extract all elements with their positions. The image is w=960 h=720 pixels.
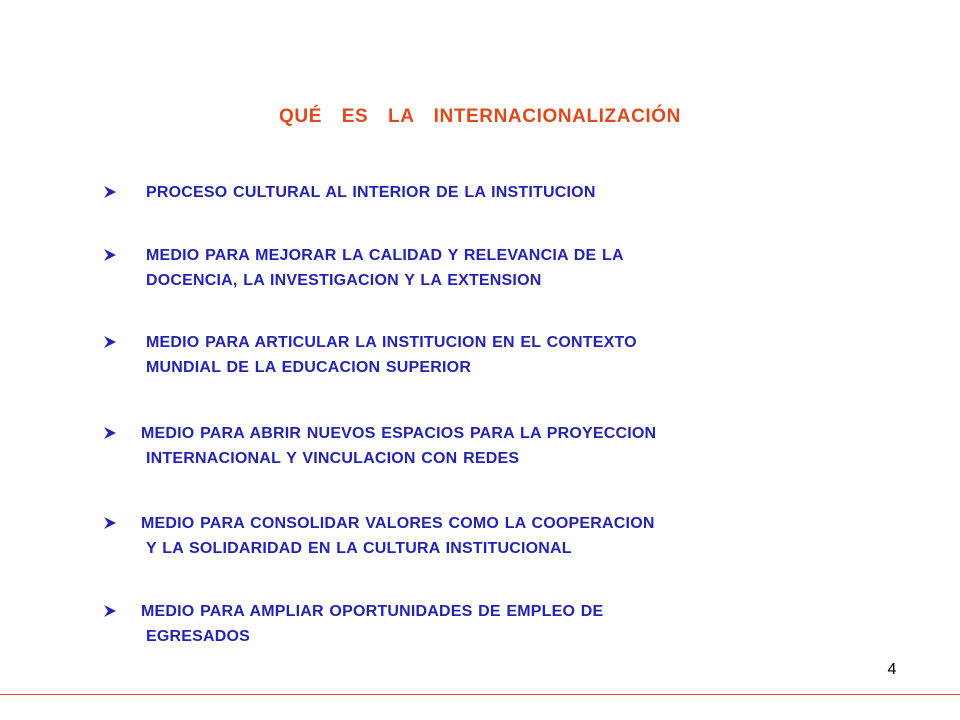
bullet-line-1: MEDIO PARA ABRIR NUEVOS ESPACIOS PARA LA PROYECCION [141, 425, 657, 442]
arrowhead-bullet-icon [103, 185, 117, 199]
page-number: 4 [887, 661, 897, 678]
bullet-line-2: EGRESADOS [146, 628, 251, 645]
bullet-line-1: MEDIO PARA ARTICULAR LA INSTITUCION EN EL CONTEXTO [146, 334, 637, 351]
bullet-line-2: MUNDIAL DE LA EDUCACION SUPERIOR [146, 359, 472, 376]
bullet-line-1: MEDIO PARA MEJORAR LA CALIDAD Y RELEVANCIA DE LA [146, 247, 624, 264]
arrowhead-bullet-icon [103, 426, 117, 440]
arrowhead-bullet-icon [103, 248, 117, 262]
bullet-line-1: MEDIO PARA CONSOLIDAR VALORES COMO LA COOPERACION [141, 515, 655, 532]
bullet-line-1: MEDIO PARA AMPLIAR OPORTUNIDADES DE EMPLEO DE [141, 603, 604, 620]
arrowhead-bullet-icon [103, 335, 117, 349]
bullet-line-2: Y LA SOLIDARIDAD EN LA CULTURA INSTITUCIONAL [146, 540, 572, 557]
slide-title: QUÉ ES LA INTERNACIONALIZACIÓN [279, 106, 681, 127]
bullet-line-1: PROCESO CULTURAL AL INTERIOR DE LA INSTITUCION [146, 184, 596, 201]
arrowhead-bullet-icon [103, 516, 117, 530]
footer-divider [0, 694, 960, 695]
arrowhead-bullet-icon [103, 604, 117, 618]
bullet-line-2: DOCENCIA, LA INVESTIGACION Y LA EXTENSION [146, 272, 542, 289]
bullet-line-2: INTERNACIONAL Y VINCULACION CON REDES [146, 450, 520, 467]
